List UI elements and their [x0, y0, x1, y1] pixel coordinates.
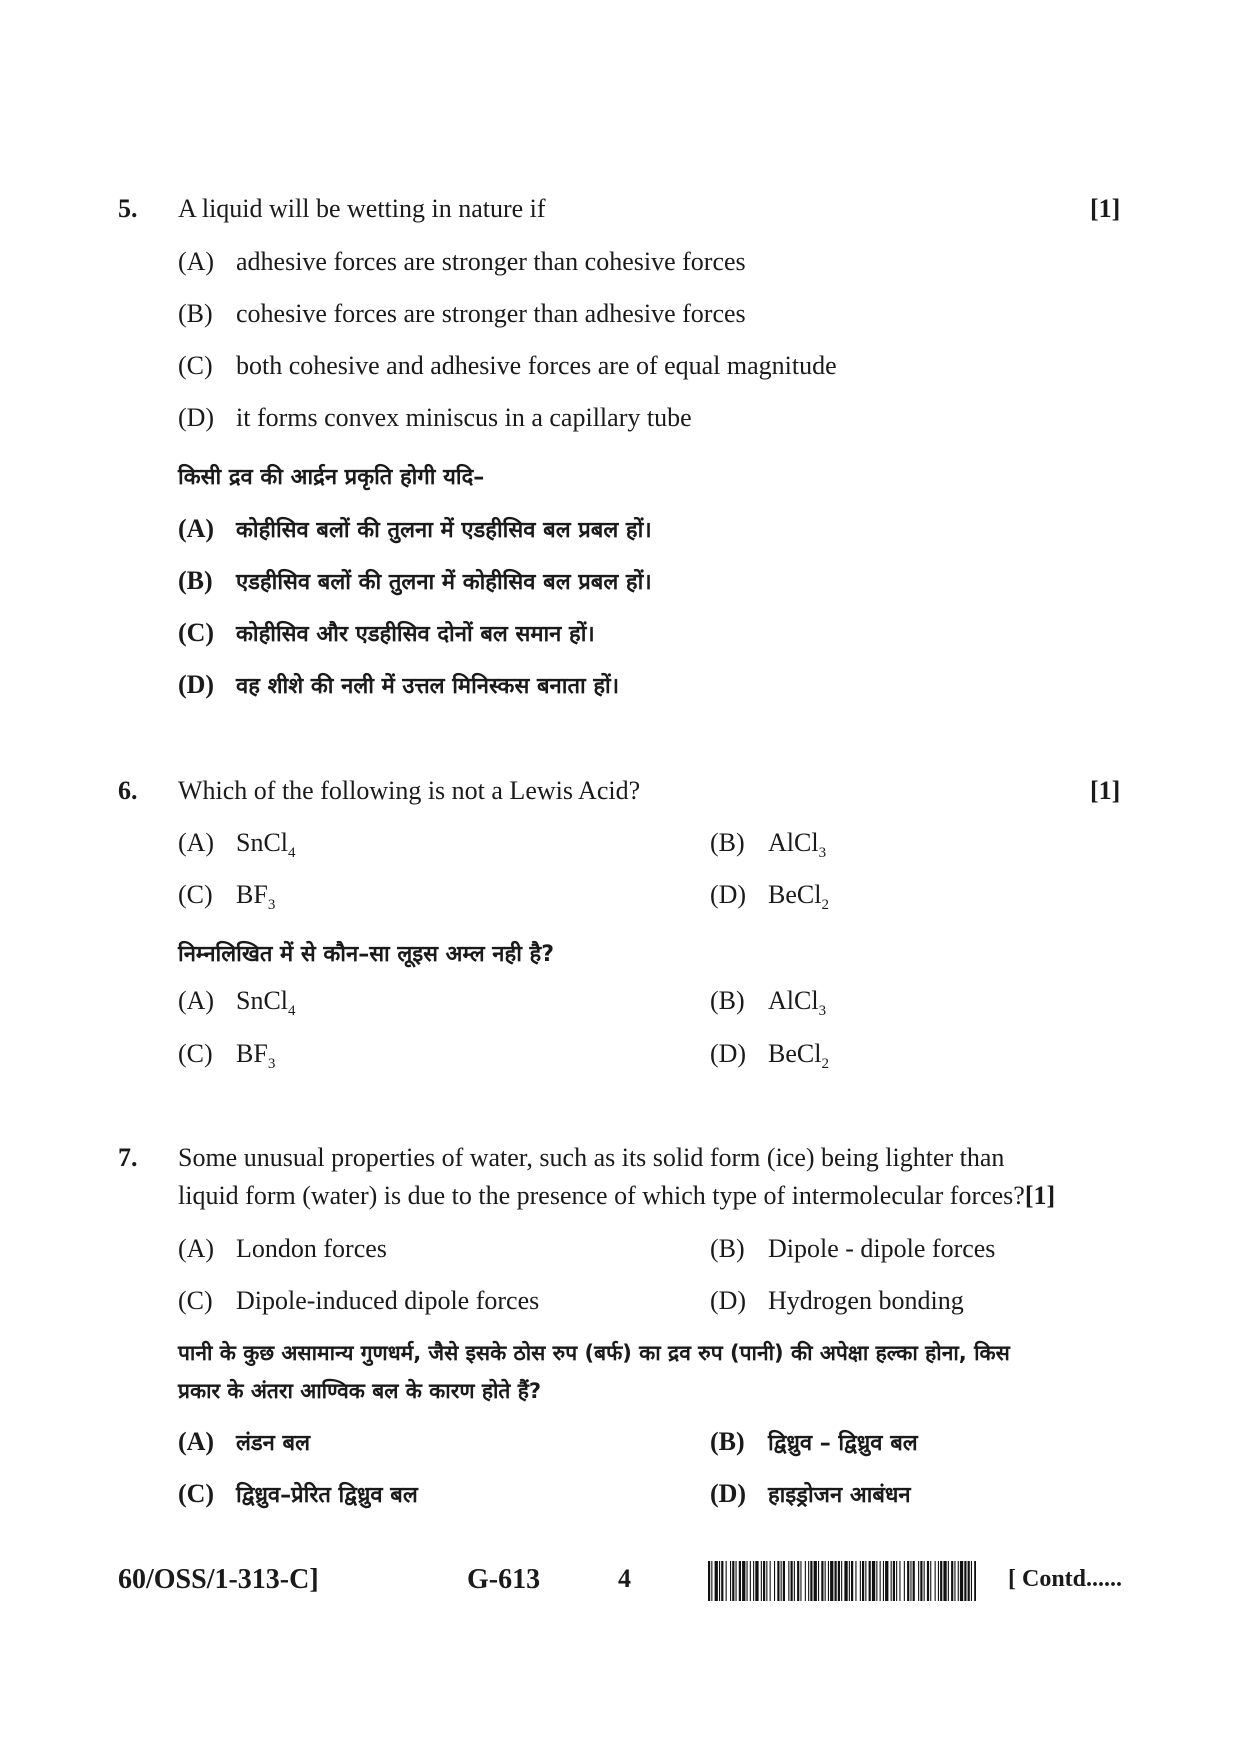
q6-hindi-option-d [710, 1039, 829, 1073]
q7-marks: [1] [1024, 1181, 1056, 1210]
barcode-bar [808, 1561, 809, 1601]
q5-marks: [1] [1090, 194, 1121, 223]
barcode-bar [805, 1561, 806, 1601]
barcode-bar [943, 1561, 946, 1601]
q6-hindi-option-c [178, 1039, 275, 1073]
barcode-bar [761, 1561, 762, 1601]
q6-hindi-option-b [710, 986, 826, 1020]
option-text: एडहीसिव बलों की तुलना में कोहीसिव बल प्रबल हों। [236, 570, 652, 595]
barcode-bar [935, 1561, 936, 1601]
option-letter: (B) [710, 1427, 745, 1456]
option-letter: (D) [710, 1286, 747, 1315]
barcode-bar [958, 1561, 959, 1601]
barcode-bar [954, 1561, 955, 1601]
barcode-bar [821, 1561, 823, 1601]
formula-subscript: 2 [821, 897, 829, 913]
barcode-bar [951, 1561, 953, 1601]
formula-subscript: 2 [821, 1056, 829, 1072]
option-letter: (D) [710, 1039, 747, 1068]
footer-contd: [ Contd...... [1008, 1566, 1123, 1592]
barcode-bar [810, 1561, 812, 1601]
barcode-bar [896, 1561, 897, 1601]
option-letter: (D) [178, 403, 215, 432]
option-text: cohesive forces are stronger than adhesive forces [236, 299, 746, 328]
q6-number: 6. [118, 776, 138, 805]
barcode-bar [835, 1561, 837, 1601]
barcode-bar [825, 1561, 826, 1601]
barcode-bar [893, 1561, 895, 1601]
barcode-bar [968, 1561, 970, 1601]
barcode-bar [927, 1561, 929, 1601]
barcode-bar [770, 1561, 771, 1601]
formula-subscript: 3 [818, 845, 827, 861]
option-letter: (C) [178, 1286, 213, 1315]
barcode-bar [907, 1561, 909, 1601]
barcode-bar [849, 1561, 850, 1601]
option-text: वह शीशे की नली में उत्तल मिनिस्कस बनाता हों। [236, 674, 620, 699]
q5-option-a [178, 247, 746, 277]
q5-hindi-option-c [178, 618, 595, 648]
barcode-bar [841, 1561, 842, 1601]
option-letter: (B) [710, 1234, 745, 1263]
q5-option-c [178, 351, 837, 381]
barcode-bar [918, 1561, 919, 1601]
option-letter: (A) [178, 1234, 215, 1263]
barcode-bar [920, 1561, 922, 1601]
formula-subscript: 3 [267, 1056, 276, 1072]
barcode-bar [763, 1561, 765, 1601]
option-letter: (D) [710, 880, 747, 909]
barcode-bar [862, 1561, 864, 1601]
q5-hindi-option-d [178, 670, 619, 700]
option-text: it forms convex miniscus in a capillary tube [236, 403, 692, 432]
option-text: हाइड्रोजन आबंधन [768, 1483, 911, 1508]
barcode-bar [860, 1561, 861, 1601]
option-text: Hydrogen bonding [768, 1286, 964, 1315]
q7-option-c [178, 1286, 539, 1316]
formula-subscript: 4 [288, 1003, 296, 1019]
barcode-bar [851, 1561, 853, 1601]
q7-number: 7. [118, 1143, 138, 1172]
formula: BF [236, 880, 268, 909]
q7-option-a [178, 1234, 387, 1264]
barcode-bar [732, 1561, 734, 1601]
formula-subscript: 3 [267, 897, 276, 913]
barcode-bar [721, 1561, 723, 1601]
barcode-bar [938, 1561, 939, 1601]
formula-subscript: 3 [818, 1003, 827, 1019]
formula: BeCl [768, 1039, 822, 1068]
barcode-bar [865, 1561, 866, 1601]
q7-text-line2-content: liquid form (water) is due to the presence of which type of intermolecular forces? [178, 1181, 1025, 1210]
option-letter: (B) [178, 566, 213, 595]
barcode-bar [910, 1561, 911, 1601]
q6-option-d [710, 880, 829, 914]
barcode-bar [838, 1561, 840, 1601]
q6-text: Which of the following is not a Lewis Acid? [178, 776, 641, 805]
option-letter: (D) [178, 670, 215, 699]
barcode-bar [880, 1561, 881, 1601]
barcode-bar [788, 1561, 789, 1601]
barcode-bar [726, 1561, 727, 1601]
barcode-bar [742, 1561, 745, 1601]
q5-number: 5. [118, 194, 138, 223]
barcode-bar [777, 1561, 779, 1601]
option-text: Dipole-induced dipole forces [236, 1286, 540, 1315]
option-letter: (C) [178, 351, 213, 380]
option-text: Dipole - dipole forces [768, 1234, 996, 1263]
formula: SnCl [236, 828, 289, 857]
option-letter: (B) [710, 986, 745, 1015]
barcode-bar [774, 1561, 775, 1601]
option-letter: (A) [178, 514, 215, 543]
barcode-bar [814, 1561, 817, 1601]
q7-option-b [710, 1234, 995, 1264]
barcode-bar [930, 1561, 931, 1601]
barcode-bar [891, 1561, 892, 1601]
q6-option-b [710, 828, 826, 862]
barcode-bar [794, 1561, 795, 1601]
barcode-bar [872, 1561, 875, 1601]
formula-subscript: 4 [288, 845, 296, 861]
q7-hindi-line2: प्रकार के अंतरा आण्विक बल के कारण होते हैं? [178, 1379, 542, 1403]
q7-text-line2 [178, 1181, 1055, 1211]
barcode-bar [974, 1561, 976, 1601]
q7-option-d [710, 1286, 964, 1316]
option-letter: (C) [178, 1479, 215, 1508]
option-text: adhesive forces are stronger than cohesive forces [236, 247, 746, 276]
barcode-bar [818, 1561, 819, 1601]
barcode-bar [913, 1561, 915, 1601]
barcode-bar [876, 1561, 877, 1601]
barcode-bar [830, 1561, 833, 1601]
barcode-bar [766, 1561, 767, 1601]
q7-hindi-line1: पानी के कुछ असामान्य गुणधर्म, जैसे इसके ठोस रुप (बर्फ) का द्रव रुप (पानी) की अपेक्षा हल्का होना, किस [178, 1341, 1010, 1365]
barcode-bar [791, 1561, 793, 1601]
formula: SnCl [236, 986, 289, 1015]
barcode-bar [750, 1561, 751, 1601]
option-text: द्विध्रुव – द्विध्रुव बल [768, 1431, 918, 1456]
option-text: London forces [236, 1234, 387, 1263]
barcode-bar [797, 1561, 799, 1601]
q6-option-c [178, 880, 275, 914]
barcode-bar [828, 1561, 829, 1601]
q6-hindi-option-a [178, 986, 296, 1020]
barcode-bar [948, 1561, 949, 1601]
option-letter: (A) [178, 247, 215, 276]
option-letter: (C) [178, 1039, 213, 1068]
q5-option-b [178, 299, 746, 329]
option-letter: (A) [178, 986, 215, 1015]
q6-hindi-text: निम्नलिखित में से कौन–सा लूइस अम्ल नही है? [178, 942, 555, 967]
q7-text-line1: Some unusual properties of water, such as its solid form (ice) being lighter than [178, 1143, 1005, 1172]
formula: AlCl [768, 986, 819, 1015]
barcode-bar [899, 1561, 900, 1601]
option-text: लंडन बल [236, 1431, 311, 1456]
barcode-bar [940, 1561, 942, 1601]
barcode-bar [883, 1561, 884, 1601]
barcode-bar [715, 1561, 718, 1601]
barcode-bar [924, 1561, 925, 1601]
barcode-bar [708, 1561, 710, 1601]
option-letter: (C) [178, 880, 213, 909]
q6-option-a [178, 828, 296, 862]
q5-option-d [178, 403, 692, 433]
barcode-bar [844, 1561, 847, 1601]
q5-hindi-text: किसी द्रव की आर्द्रन प्रकृति होगी यदि– [178, 465, 485, 490]
barcode-bar [960, 1561, 963, 1601]
formula: BF [236, 1039, 268, 1068]
barcode-bar [964, 1561, 966, 1601]
barcode-bar [783, 1561, 785, 1601]
option-letter: (A) [178, 1427, 215, 1456]
option-letter: (B) [178, 299, 213, 328]
q7-hindi-option-c [178, 1479, 418, 1509]
barcode-bar [730, 1561, 731, 1601]
barcode [708, 1561, 976, 1601]
q7-hindi-option-b [710, 1427, 918, 1457]
option-letter: (B) [710, 828, 745, 857]
barcode-bar [781, 1561, 782, 1601]
barcode-bar [855, 1561, 856, 1601]
option-text: कोहीसिव बलों की तुलना में एडहीसिव बल प्रबल हों। [236, 518, 652, 543]
footer-series: G-613 [467, 1564, 541, 1595]
barcode-bar [885, 1561, 888, 1601]
option-letter: (A) [178, 828, 215, 857]
barcode-bar [753, 1561, 754, 1601]
barcode-bar [755, 1561, 758, 1601]
option-letter: (D) [710, 1479, 747, 1508]
q5-text: A liquid will be wetting in nature if [178, 194, 546, 223]
option-text: कोहीसिव और एडहीसिव दोनों बल समान हों। [236, 622, 595, 647]
barcode-bar [971, 1561, 972, 1601]
option-text: both cohesive and adhesive forces are of equal magnitude [236, 351, 837, 380]
option-text: द्विध्रुव–प्रेरित द्विध्रुव बल [236, 1483, 418, 1508]
barcode-bar [739, 1561, 741, 1601]
barcode-bar [719, 1561, 720, 1601]
barcode-bar [800, 1561, 801, 1601]
q6-marks: [1] [1090, 776, 1121, 805]
footer-page-number: 4 [618, 1564, 631, 1593]
option-letter: (C) [178, 618, 215, 647]
barcode-bar [904, 1561, 905, 1601]
footer-paper-code: 60/OSS/1-313-C] [118, 1564, 319, 1595]
barcode-bar [869, 1561, 871, 1601]
barcode-bar [736, 1561, 737, 1601]
formula: BeCl [768, 880, 822, 909]
q7-hindi-option-a [178, 1427, 310, 1457]
q5-hindi-option-a [178, 514, 652, 544]
barcode-bar [747, 1561, 748, 1601]
formula: AlCl [768, 828, 819, 857]
q7-hindi-option-d [710, 1479, 911, 1509]
barcode-bar [711, 1561, 712, 1601]
q5-hindi-option-b [178, 566, 652, 596]
